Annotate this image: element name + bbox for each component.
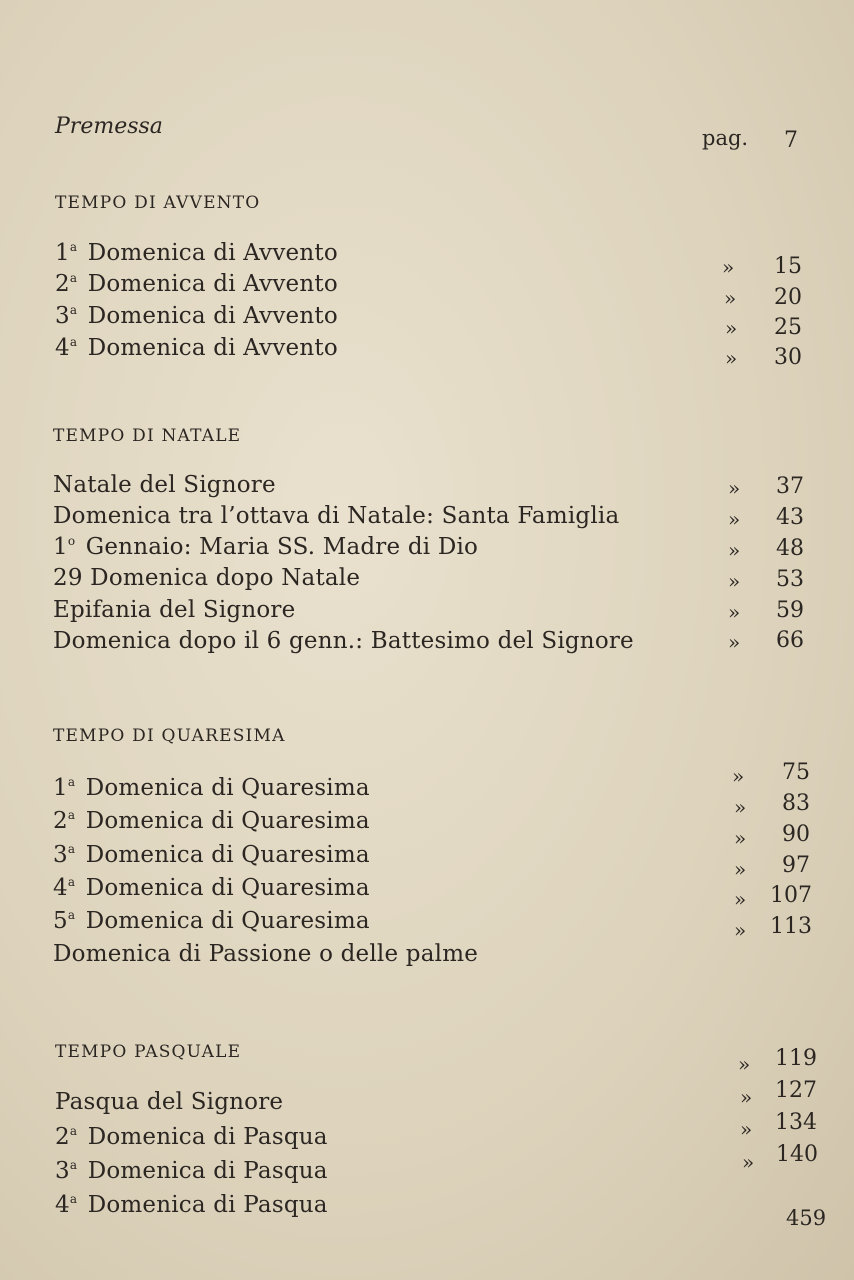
toc-entry: Natale del Signore: [53, 472, 276, 498]
raquo-mark: »: [740, 1085, 753, 1109]
toc-entry: 2$^a$ Domenica di Pasqua: [55, 1124, 328, 1150]
toc-entry: 3$^a$ Domenica di Quaresima: [53, 842, 370, 868]
section-title-natale: TEMPO DI NATALE: [53, 426, 242, 446]
page-number: 107: [770, 883, 812, 908]
page-number: 66: [776, 628, 804, 653]
raquo-mark: »: [728, 600, 741, 624]
page-number: 30: [774, 345, 802, 370]
raquo-mark: »: [728, 538, 741, 562]
raquo-mark: »: [740, 1117, 753, 1141]
pag-label: pag.: [702, 126, 749, 150]
raquo-mark: »: [725, 316, 738, 340]
folio-number: 459: [786, 1206, 827, 1230]
raquo-mark: »: [728, 507, 741, 531]
toc-entry: 1$^o$ Gennaio: Maria SS. Madre di Dio: [53, 534, 479, 560]
page-number: 59: [776, 598, 804, 623]
raquo-mark: »: [738, 1052, 751, 1076]
section-title-pasquale: TEMPO PASQUALE: [55, 1042, 242, 1062]
raquo-mark: »: [722, 255, 735, 279]
page-number: 37: [776, 474, 804, 499]
premessa-label: Premessa: [55, 114, 163, 139]
toc-entry: Domenica tra l’ottava di Natale: Santa Famiglia: [53, 503, 620, 529]
raquo-mark: »: [725, 346, 738, 370]
raquo-mark: »: [728, 569, 741, 593]
toc-entry: 2$^a$ Domenica di Avvento: [55, 271, 338, 297]
page-number: 140: [776, 1142, 818, 1167]
toc-entry: 3$^a$ Domenica di Pasqua: [55, 1158, 328, 1184]
toc-entry: 4$^a$ Domenica di Avvento: [55, 335, 338, 361]
toc-entry: Pasqua del Signore: [55, 1089, 284, 1115]
raquo-mark: »: [734, 857, 747, 881]
toc-entry: 1$^a$ Domenica di Quaresima: [53, 775, 370, 801]
raquo-mark: »: [734, 918, 747, 942]
toc-entry: 1$^a$ Domenica di Avvento: [55, 240, 338, 266]
page-number: 15: [774, 254, 802, 279]
toc-entry: Epifania del Signore: [53, 597, 296, 623]
page-number: 43: [776, 505, 804, 530]
raquo-mark: »: [728, 476, 741, 500]
raquo-mark: »: [728, 630, 741, 654]
raquo-mark: »: [734, 795, 747, 819]
page-number: 119: [775, 1046, 817, 1071]
page-number: 20: [774, 285, 802, 310]
page-number: 90: [782, 822, 810, 847]
toc-entry: 2$^a$ Domenica di Quaresima: [53, 808, 370, 834]
toc-entry: Domenica di Passione o delle palme: [53, 941, 479, 967]
raquo-mark: »: [724, 286, 737, 310]
raquo-mark: »: [742, 1150, 755, 1174]
raquo-mark: »: [734, 826, 747, 850]
page-number: 7: [784, 128, 798, 153]
raquo-mark: »: [734, 887, 747, 911]
page-number: 127: [775, 1078, 817, 1103]
raquo-mark: »: [732, 764, 745, 788]
section-title-avvento: TEMPO DI AVVENTO: [55, 193, 261, 213]
page-number: 134: [775, 1110, 817, 1135]
page-number: 83: [782, 791, 810, 816]
page-number: 113: [770, 914, 812, 939]
page-number: 97: [782, 853, 810, 878]
toc-entry: 3$^a$ Domenica di Avvento: [55, 303, 338, 329]
toc-entry: 4$^a$ Domenica di Quaresima: [53, 875, 370, 901]
toc-entry: 29 Domenica dopo Natale: [53, 565, 361, 591]
page-number: 25: [774, 315, 802, 340]
toc-entry: Domenica dopo il 6 genn.: Battesimo del Signore: [53, 628, 634, 654]
toc-entry: 4$^a$ Domenica di Pasqua: [55, 1192, 328, 1218]
page-number: 53: [776, 567, 804, 592]
toc-entry: 5$^a$ Domenica di Quaresima: [53, 908, 370, 934]
page-number: 48: [776, 536, 804, 561]
section-title-quaresima: TEMPO DI QUARESIMA: [53, 726, 286, 746]
page-number: 75: [782, 760, 810, 785]
